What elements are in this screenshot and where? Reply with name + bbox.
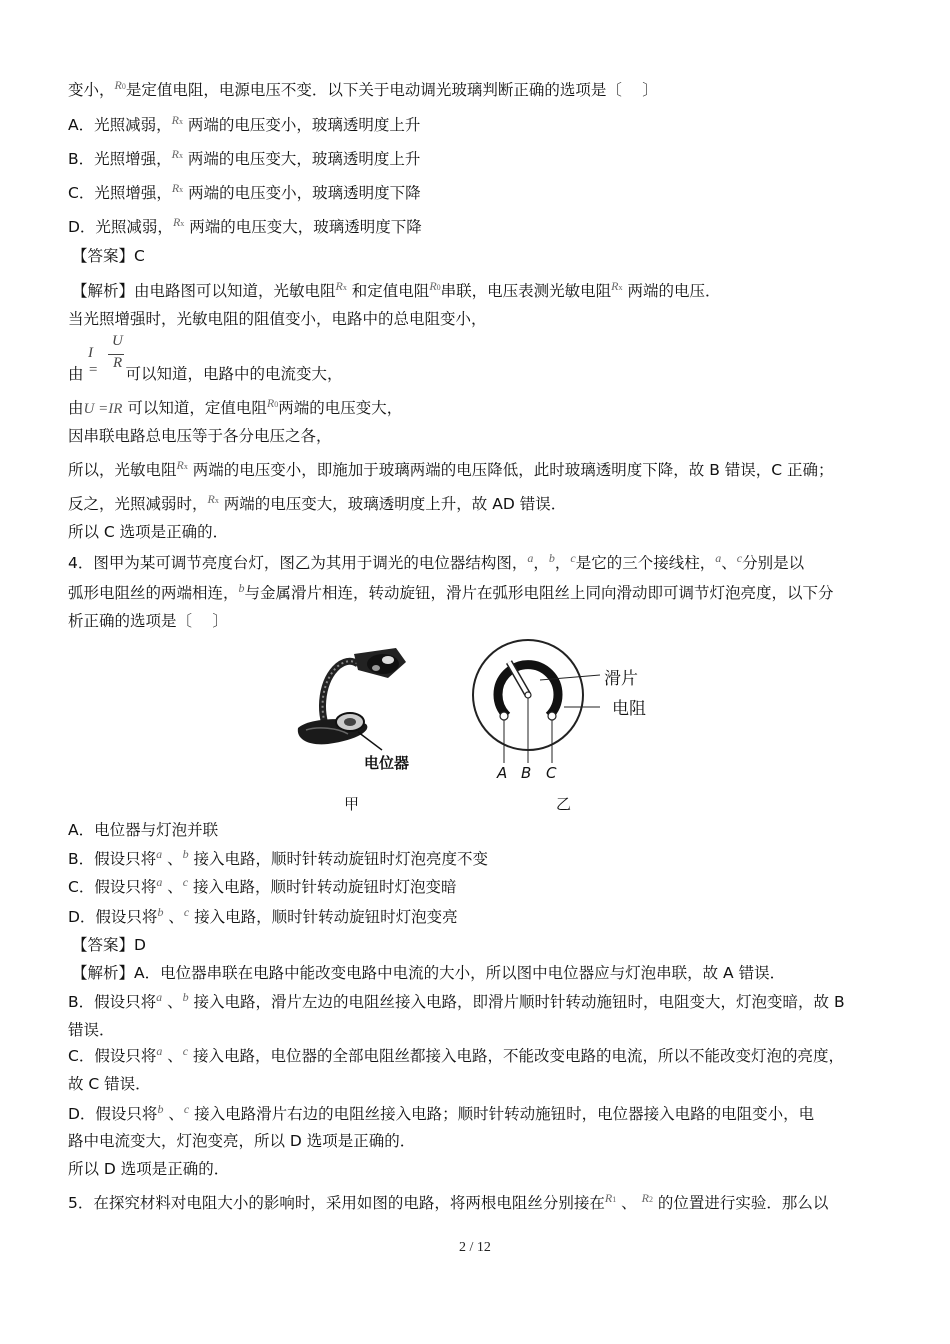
q4-answer: 【答案】D: [72, 936, 146, 954]
q4-explanation-4b: 路中电流变大，灯泡变亮，所以 D 选项是正确的．: [68, 1132, 416, 1150]
q4-explanation-1: 【解析】A．电位器串联在电路中能改变电路中电流的大小，所以图中电位器应与灯泡串联，故 A 错误．: [72, 964, 786, 982]
caption-jia: 甲: [344, 795, 360, 813]
page-number: 2 / 12: [459, 1240, 491, 1255]
q3-analysis-3: 由 可以知道，电路中的电流变大，: [68, 365, 343, 383]
q4-explanation-3: C．假设只将$^a$ 、$^c$ 接入电路，电位器的全部电阻丝都接入电路，不能改变电路的电流，所以不能改变灯泡的亮度，: [68, 1044, 845, 1065]
q4-explanation-2: B．假设只将$^a$ 、$^b$ 接入电路，滑片左边的电阻丝接入电路，即滑片顺时针转动施钮时，电阻变大，灯泡变暗，故 B: [68, 990, 845, 1011]
q3-analysis-5: 因串联电路总电压等于各分电压之各，: [68, 427, 332, 445]
label-slider: 滑片: [604, 669, 638, 689]
q4-stem-2: 弧形电阻丝的两端相连，$^b$与金属滑片相连，转动旋钮，滑片在弧形电阻丝上同向滑动即可调节灯泡亮度，以下分: [68, 581, 834, 602]
q4-explanation-5: 所以 D 选项是正确的．: [68, 1160, 230, 1178]
q3-option-c: C．光照增强，$^{Rx}$ 两端的电压变小，玻璃透明度下降: [68, 181, 421, 202]
q3-option-a: A．光照减弱，$^{Rx}$ 两端的电压变小，玻璃透明度上升: [68, 113, 421, 134]
terminal-c-label: C: [546, 764, 557, 782]
q3-analysis-4: 由U =IR 可以知道，定值电阻$^{R0}$两端的电压变大，: [68, 396, 403, 417]
q4-option-a: A．电位器与灯泡并联: [68, 821, 219, 839]
q3-answer: 【答案】C: [72, 247, 145, 265]
q3-option-b: B．光照增强，$^{Rx}$ 两端的电压变大，玻璃透明度上升: [68, 147, 421, 168]
q4-stem-1: 4．图甲为某可调节亮度台灯，图乙为其用于调光的电位器结构图，$^a$，$^b$，$^c$是它的三个接线柱，$^a$、$^c$分别是以: [68, 551, 805, 572]
terminal-a-label: A: [497, 764, 508, 782]
q4-stem-3: 析正确的选项是〔 〕: [68, 612, 228, 630]
q3-analysis-8: 所以 C 选项是正确的．: [68, 523, 229, 541]
q4-explanation-3b: 故 C 错误．: [68, 1075, 151, 1093]
q4-option-c: C．假设只将$^a$ 、$^c$ 接入电路，顺时针转动旋钮时灯泡变暗: [68, 875, 457, 896]
q4-explanation-4: D．假设只将$^b$ 、$^c$ 接入电路滑片右边的电阻丝接入电路；顺时针转动施钮时，电位器接入电路的电阻变小，电: [68, 1102, 815, 1123]
q3-analysis-6: 所以，光敏电阻$^{Rx}$ 两端的电压变小，即施加于玻璃两端的电压降低，此时玻璃透明度下降，故 B 错误，C 正确；: [68, 458, 834, 479]
document-page: 变小，$^{R0}$是定值电阻，电源电压不变．以下关于电动调光玻璃判断正确的选项是〔 〕 A．光照减弱，$^{Rx}$ 两端的电压变小，玻璃透明度上升 B．光照增强，$^{Rx}$ 两端的电压变大，玻璃透明度上升 C．光照增强，$^{Rx}$ 两端的电压变小，玻璃透明度下降 D．光照减弱，$^{Rx}$ 两端的电压变大，玻璃透明度下降 【答案】C 【解析】由电路图可以知道，光敏电阻$^{Rx}$ 和定值电阻$^{R0}$串联，电压表测光敏电阻$^{Rx}$ 两端的电压． 当光照增强时，光敏电阻的阻值变小，电路中的总电阻变小， I = U R 由 可以知道，电路中的电流变大， 由U =IR 可以知道，定值电阻$^{R0}$两端的电压变大， 因串联电路总电压等于各分电压之各， 所以，光敏电阻$^{Rx}$ 两端的电压变小，即施加于玻璃两端的电压降低，此时玻璃透明度下降，故 B 错误，C 正确； 反之，光照减弱时，$^{Rx}$ 两端的电压变大，玻璃透明度上升，故 AD 错误． 所以 C 选项是正确的． 4．图甲为某可调节亮度台灯，图乙为其用于调光的电位器结构图，$^a$，$^b$，$^c$是它的三个接线柱，$^a$、$^c$分别是以 弧形电阻丝的两端相连，$^b$与金属滑片相连，转动旋钮，滑片在弧形电阻丝上同向滑动即可调节灯泡亮度，以下分 析正确的选项是〔 〕 电位器 甲 滑片 电阻 A B C 乙 A．电位器与灯泡并联 B．假设只将$^a$ 、$^b$ 接入电路，顺时针转动旋钮时灯泡亮度不变 C．假设只将$^a$ 、$^c$ 接入电路，顺时针转动旋钮时灯泡变暗 D．假设只将$^b$ 、$^c$ 接入电路，顺时针转动旋钮时灯泡变亮 【答案】D 【解析】A．电位器串联在电路中能改变电路中电流的大小，所以图中电位器应与灯泡串联，故 A 错误． B．假设只将$^a$ 、$^b$ 接入电路，滑片左边的电阻丝接入电路，即滑片顺时针转动施钮时，电阻变大，灯泡变暗，故 B 错误． C．假设只将$^a$ 、$^c$ 接入电路，电位器的全部电阻丝都接入电路，不能改变电路的电流，所以不能改变灯泡的亮度， 故 C 错误． D．假设只将$^b$ 、$^c$ 接入电路滑片右边的电阻丝接入电路；顺时针转动施钮时，电位器接入电路的电阻变小，电 路中电流变大，灯泡变亮，所以 D 选项是正确的． 所以 D 选项是正确的． 5．在探究材料对电阻大小的影响时，采用如图的电路，将两根电阻丝分别接在$^{R1}$ 、 $^{R2}$ 的位置进行实验．那么以 2 / 12: [0, 0, 950, 1344]
terminal-b-label: B: [521, 764, 532, 782]
q4-explanation-2b: 错误．: [68, 1021, 115, 1039]
q5-stem: 5．在探究材料对电阻大小的影响时，采用如图的电路，将两根电阻丝分别接在$^{R1}$ 、 $^{R2}$ 的位置进行实验．那么以: [68, 1191, 829, 1212]
q3-option-d: D．光照减弱，$^{Rx}$ 两端的电压变大，玻璃透明度下降: [68, 215, 422, 236]
q4-option-d: D．假设只将$^b$ 、$^c$ 接入电路，顺时针转动旋钮时灯泡变亮: [68, 905, 458, 926]
caption-yi: 乙: [556, 795, 572, 813]
q4-option-b: B．假设只将$^a$ 、$^b$ 接入电路，顺时针转动旋钮时灯泡亮度不变: [68, 847, 489, 868]
q3-analysis-2: 当光照增强时，光敏电阻的阻值变小，电路中的总电阻变小，: [68, 310, 487, 328]
q3-analysis-7: 反之，光照减弱时，$^{Rx}$ 两端的电压变大，玻璃透明度上升，故 AD 错误．: [68, 492, 567, 513]
label-resistor: 电阻: [612, 699, 646, 719]
q3-analysis-1: 【解析】由电路图可以知道，光敏电阻$^{Rx}$ 和定值电阻$^{R0}$串联，电压表测光敏电阻$^{Rx}$ 两端的电压．: [72, 279, 721, 300]
label-potentiometer: 电位器: [364, 754, 410, 772]
q3-stem-continued: 变小，$^{R0}$是定值电阻，电源电压不变．以下关于电动调光玻璃判断正确的选项是〔 〕: [68, 78, 658, 99]
